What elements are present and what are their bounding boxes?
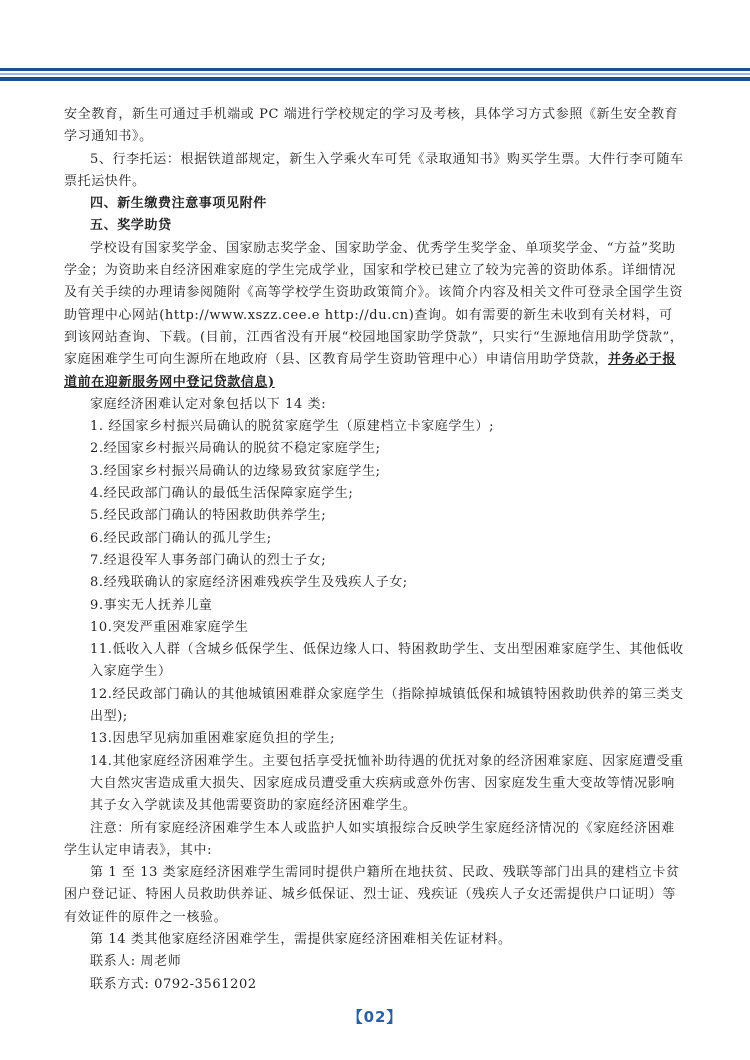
list-item-category-2: 2.经国家乡村振兴局确认的脱贫不稳定家庭学生; <box>90 441 381 457</box>
contact-person: 联系人: 周老师 <box>90 954 182 970</box>
page-number: 【02】 <box>347 1008 403 1026</box>
section-heading-fees: 四、新生缴费注意事项见附件 <box>90 196 267 212</box>
list-item-category-12: 12.经民政部门确认的其他城镇困难群众家庭学生（指除掉城镇低保和城镇特困救助供养的第三类支出型); <box>90 686 684 725</box>
list-item-category-5: 5.经民政部门确认的特困救助供养学生; <box>90 508 327 524</box>
document-body <box>64 104 686 996</box>
header-bar-bottom <box>0 77 750 81</box>
list-item-category-10: 10.突发严重困难家庭学生 <box>90 619 249 635</box>
paragraph-aid-main <box>64 238 686 394</box>
paragraph-categories-intro: 家庭经济困难认定对象包括以下 14 类: <box>90 396 327 412</box>
list-item-category-1: 1. 经国家乡村振兴局确认的脱贫家庭学生（原建档立卡家庭学生）; <box>90 419 495 435</box>
paragraph-note: 注意：所有家庭经济困难学生本人或监护人如实填报综合反映学生家庭经济情况的《家庭经济困难学生认定申请表》，其中: <box>64 820 675 858</box>
header-bar-middle <box>0 73 750 75</box>
list-item-category-9: 9.事实无人抚养儿童 <box>90 597 213 613</box>
list-item-category-4: 4.经民政部门确认的最低生活保障家庭学生; <box>90 486 354 502</box>
list-item-category-6: 6.经民政部门确认的孤儿学生; <box>90 530 272 546</box>
contact-phone: 联系方式: 0792-3561202 <box>90 976 257 992</box>
header-bar-top <box>0 68 750 71</box>
aid-main-text: 学校设有国家奖学金、国家励志奖学金、国家助学金、优秀学生奖学金、单项奖学金、“方益”奖助学金；为资助来自经济困难家庭的学生完成学业，国家和学校已建立了较为完善的资助体系。详细情况及有关手续的办理请参阅随附《高等学校学生资助政策简介》。该简介内容及相关文件可登录全国学生资助管理中心网站(http://www.xszz.cee.e http://du.cn)查询。如有需要的新生未收到有关材料，可到该网站查询、下载。(目前，江西省没有开展“校园地国家助学贷款”，只实行“生源地信用助学贷款”，家庭困难学生可向生源所在地政府（县、区教育局学生资助管理中心）申请信用助学贷款， <box>64 240 684 368</box>
paragraph-note-categories-1-13: 第 1 至 13 类家庭经济困难学生需同时提供户籍所在地扶贫、民政、残联等部门出具的建档立卡贫困户登记证、特困人员救助供养证、城乡低保证、烈士证、残疾证（残疾人子女还需提供户口证明）等有效证件的原件之一核验。 <box>64 865 680 925</box>
list-item-category-3: 3.经国家乡村振兴局确认的边缘易致贫家庭学生; <box>90 463 381 479</box>
header-decoration <box>0 0 750 90</box>
list-item-category-8: 8.经残联确认的家庭经济困难残疾学生及残疾人子女; <box>90 575 408 591</box>
section-heading-aid: 五、奖学助贷 <box>90 218 172 234</box>
list-item-category-11: 11.低收入人群（含城乡低保学生、低保边缘人口、特困救助学生、支出型困难家庭学生、其他低收入家庭学生） <box>90 642 684 680</box>
paragraph-note-category-14: 第 14 类其他家庭经济困难学生，需提供家庭经济困难相关佐证材料。 <box>90 931 512 947</box>
list-item-category-13: 13.因患罕见病加重困难家庭负担的学生; <box>90 731 336 747</box>
paragraph-luggage: 5、行李托运：根据铁道部规定，新生入学乘火车可凭《录取通知书》购买学生票。大件行李可随车票托运快件。 <box>64 151 684 189</box>
paragraph-safety-education: 安全教育，新生可通过手机端或 PC 端进行学校规定的学习及考核，具体学习方式参照《新生安全教育学习通知书》。 <box>64 107 679 145</box>
list-item-category-14: 14.其他家庭经济困难学生。主要包括享受抚恤补助待遇的优抚对象的经济困难家庭、因家庭遭受重大自然灾害造成重大损失、因家庭成员遭受重大疾病或意外伤害、因家庭发生重大变故等情况影响其子女入学就读及其他需要资助的家庭经济困难学生。 <box>90 753 684 814</box>
aid-emphasis-text: 并务必于报道前在迎新服务网中登记贷款信息) <box>64 352 677 390</box>
list-item-category-7: 7.经退役军人事务部门确认的烈士子女; <box>90 552 327 568</box>
